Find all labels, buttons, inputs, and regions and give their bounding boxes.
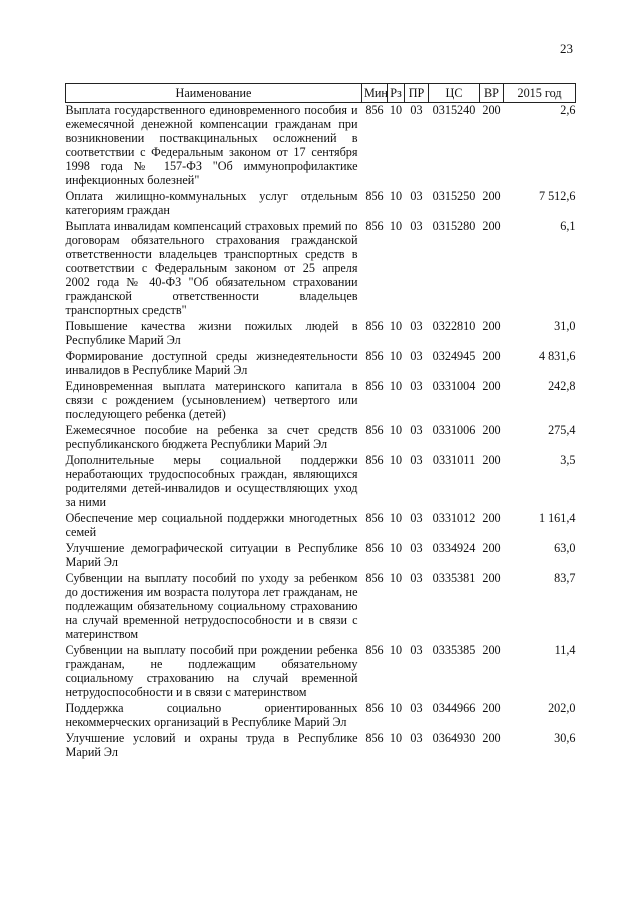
row-name: Выплата государственного единовременного пособия и ежемесячной денежной компенсации гражданам при возникновении поствакцинальных осложнений в соответствии с Федеральным законом от 17 сентября 1998 года № 157-ФЗ "Об иммунопрофилактике инфекционных болезней" — [65, 103, 358, 187]
page-number: 23 — [560, 41, 573, 56]
row-min: 856 — [365, 731, 384, 745]
row-name: Улучшение условий и охраны труда в Республике Марий Эл — [65, 731, 358, 759]
row-cs: 0315240 — [432, 103, 476, 117]
row-sum: 242,8 — [548, 379, 576, 393]
row-rz: 10 — [389, 189, 403, 203]
row-name: Обеспечение мер социальной поддержки многодетных семей — [65, 511, 358, 539]
row-cs: 0331004 — [432, 379, 476, 393]
row-min: 856 — [365, 319, 384, 333]
row-cs: 0331006 — [432, 423, 476, 437]
row-min: 856 — [365, 453, 384, 467]
header-name: Наименование — [66, 84, 362, 103]
row-rz: 10 — [389, 731, 403, 745]
row-vr: 200 — [482, 103, 501, 117]
table-body — [66, 103, 576, 762]
row-cs: 0315250 — [432, 189, 476, 203]
budget-table — [65, 83, 576, 761]
row-cs: 0335381 — [432, 571, 476, 585]
row-pr: 03 — [410, 701, 423, 715]
row-name: Оплата жилищно-коммунальных услуг отдельным категориям граждан — [65, 189, 358, 217]
row-pr: 03 — [410, 643, 423, 657]
row-vr: 200 — [482, 701, 501, 715]
row-sum: 83,7 — [554, 571, 576, 585]
row-rz: 10 — [389, 219, 403, 233]
row-rz: 10 — [389, 511, 403, 525]
header-vr: ВР — [480, 84, 504, 103]
row-sum: 202,0 — [548, 701, 576, 715]
row-rz: 10 — [389, 103, 403, 117]
table-row — [66, 453, 576, 511]
table-row — [66, 103, 576, 190]
row-cs: 0331012 — [432, 511, 476, 525]
row-min: 856 — [365, 701, 384, 715]
row-vr: 200 — [482, 731, 501, 745]
row-sum: 3,5 — [560, 453, 576, 467]
table-row — [66, 571, 576, 643]
row-cs: 0344966 — [432, 701, 476, 715]
row-cs: 0334924 — [432, 541, 476, 555]
row-pr: 03 — [410, 103, 423, 117]
row-name: Субвенции на выплату пособий при рождении ребенка гражданам, не подлежащим обязательному социальному страхованию на случай временной нетрудоспособности и в связи с материнством — [65, 643, 358, 699]
row-name: Субвенции на выплату пособий по уходу за ребенком до достижения им возраста полутора лет гражданам, не подлежащим обязательному социальному страхованию на случай временной нетрудоспособности и в связи с материнством — [65, 571, 358, 641]
row-rz: 10 — [389, 379, 403, 393]
row-vr: 200 — [482, 319, 501, 333]
row-sum: 31,0 — [554, 319, 576, 333]
row-name: Повышение качества жизни пожилых людей в Республике Марий Эл — [65, 319, 358, 347]
row-pr: 03 — [410, 571, 423, 585]
table-row — [66, 511, 576, 541]
table-row — [66, 541, 576, 571]
table-row — [66, 189, 576, 219]
header-sum: 2015 год — [504, 84, 576, 103]
row-min: 856 — [365, 349, 384, 363]
row-vr: 200 — [482, 453, 501, 467]
row-vr: 200 — [482, 571, 501, 585]
header-rz: Рз — [388, 84, 405, 103]
row-min: 856 — [365, 103, 384, 117]
row-sum: 1 161,4 — [538, 511, 576, 525]
table-row — [66, 349, 576, 379]
row-sum: 7 512,6 — [538, 189, 576, 203]
row-name: Формирование доступной среды жизнедеятельности инвалидов в Республике Марий Эл — [65, 349, 358, 377]
row-rz: 10 — [389, 349, 403, 363]
table-row — [66, 643, 576, 701]
header-pr: ПР — [405, 84, 429, 103]
table-row — [66, 219, 576, 319]
table-header — [66, 84, 576, 103]
row-sum: 63,0 — [554, 541, 576, 555]
row-cs: 0335385 — [432, 643, 476, 657]
row-vr: 200 — [482, 541, 501, 555]
row-rz: 10 — [389, 643, 403, 657]
row-min: 856 — [365, 571, 384, 585]
row-vr: 200 — [482, 511, 501, 525]
row-min: 856 — [365, 643, 384, 657]
row-vr: 200 — [482, 379, 501, 393]
row-rz: 10 — [389, 319, 403, 333]
row-pr: 03 — [410, 541, 423, 555]
row-vr: 200 — [482, 219, 501, 233]
header-min: Мин — [362, 84, 388, 103]
row-name: Улучшение демографической ситуации в Республике Марий Эл — [65, 541, 358, 569]
row-vr: 200 — [482, 349, 501, 363]
row-sum: 11,4 — [554, 643, 576, 657]
row-pr: 03 — [410, 511, 423, 525]
row-pr: 03 — [410, 731, 423, 745]
row-cs: 0331011 — [432, 453, 476, 467]
table-row — [66, 731, 576, 761]
row-pr: 03 — [410, 189, 423, 203]
row-pr: 03 — [410, 423, 423, 437]
row-sum: 275,4 — [548, 423, 576, 437]
row-sum: 4 831,6 — [538, 349, 576, 363]
table-row — [66, 701, 576, 731]
row-cs: 0364930 — [432, 731, 476, 745]
row-min: 856 — [365, 189, 384, 203]
row-min: 856 — [365, 541, 384, 555]
row-sum: 30,6 — [554, 731, 576, 745]
row-pr: 03 — [410, 379, 423, 393]
row-pr: 03 — [410, 219, 423, 233]
row-pr: 03 — [410, 349, 423, 363]
row-rz: 10 — [389, 571, 403, 585]
row-min: 856 — [365, 219, 384, 233]
row-vr: 200 — [482, 189, 501, 203]
row-rz: 10 — [389, 453, 403, 467]
row-rz: 10 — [389, 701, 403, 715]
row-name: Выплата инвалидам компенсаций страховых премий по договорам обязательного страхования гражданской ответственности владельцев транспортных средств в соответствии с Федеральным законом от 25 апреля 2002 года № 40-ФЗ "Об обязательном страховании гражданской ответственности владельцев транспортных средств" — [65, 219, 358, 317]
table-row — [66, 423, 576, 453]
row-rz: 10 — [389, 541, 403, 555]
row-name: Единовременная выплата материнского капитала в связи с рождением (усыновлением) четвертого или последующего ребенка (детей) — [65, 379, 358, 421]
row-cs: 0324945 — [432, 349, 476, 363]
row-min: 856 — [365, 511, 384, 525]
row-sum: 2,6 — [560, 103, 576, 117]
table-row — [66, 319, 576, 349]
row-cs: 0315280 — [432, 219, 476, 233]
row-min: 856 — [365, 423, 384, 437]
row-rz: 10 — [389, 423, 403, 437]
row-name: Ежемесячное пособие на ребенка за счет средств республиканского бюджета Республики Марий Эл — [65, 423, 358, 451]
row-name: Дополнительные меры социальной поддержки неработающих трудоспособных граждан, являющихся родителями детей-инвалидов и осуществляющих уход за ними — [65, 453, 358, 509]
row-pr: 03 — [410, 319, 423, 333]
row-cs: 0322810 — [432, 319, 476, 333]
row-vr: 200 — [482, 643, 501, 657]
row-min: 856 — [365, 379, 384, 393]
row-pr: 03 — [410, 453, 423, 467]
row-vr: 200 — [482, 423, 501, 437]
header-cs: ЦС — [429, 84, 480, 103]
row-sum: 6,1 — [560, 219, 576, 233]
row-name: Поддержка социально ориентированных некоммерческих организаций в Республике Марий Эл — [65, 701, 358, 729]
table-row — [66, 379, 576, 423]
